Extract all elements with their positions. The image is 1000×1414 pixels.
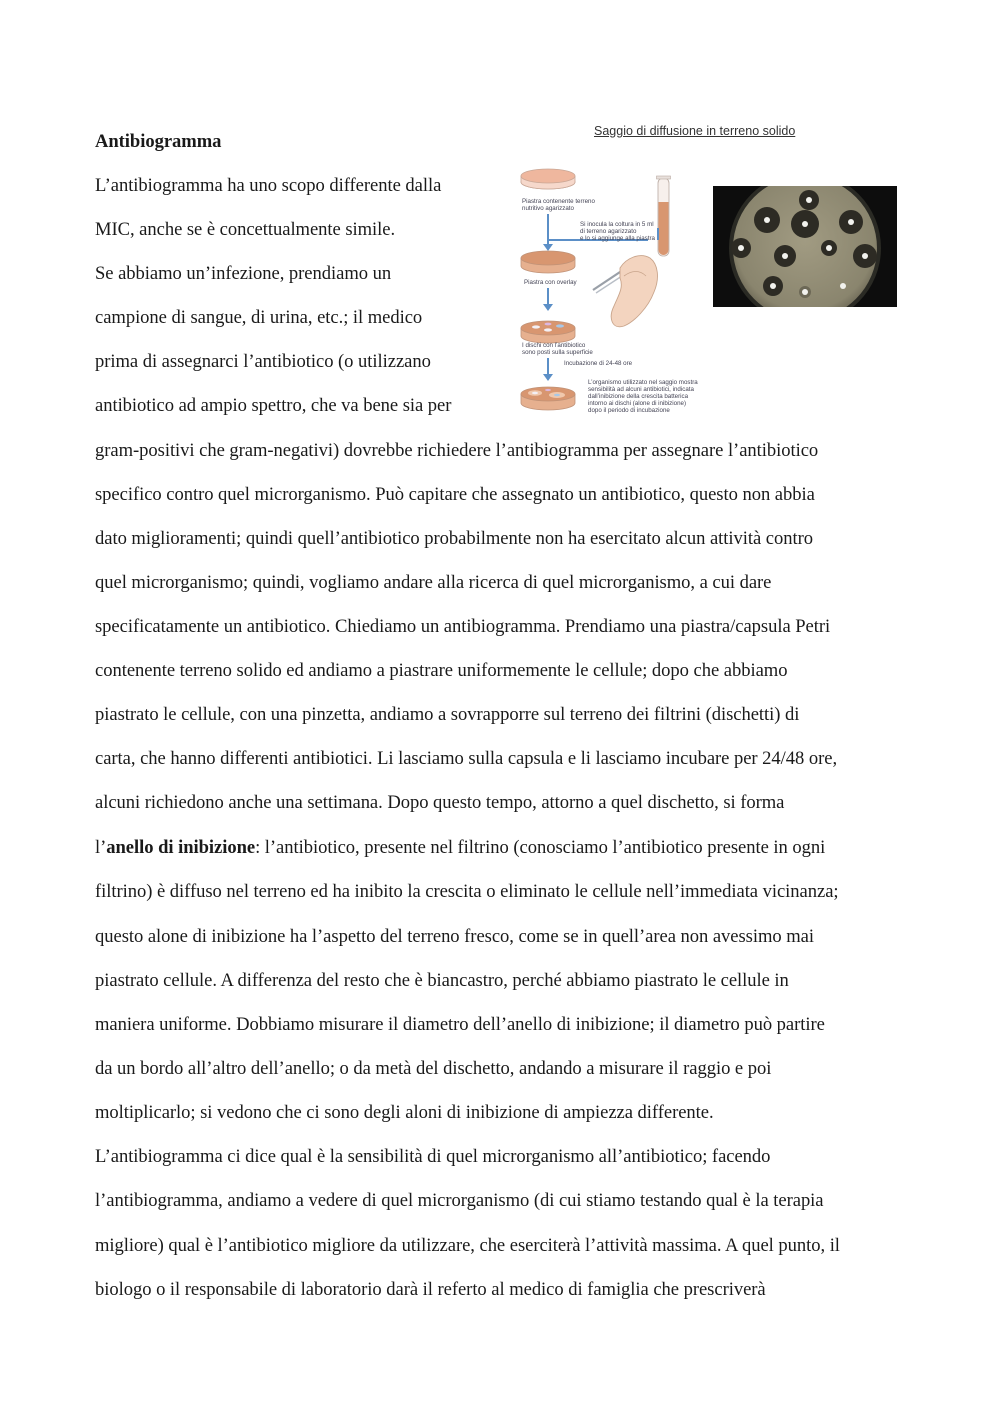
text-prefix: l’ [95, 837, 107, 858]
petri-dish-photo-image [713, 186, 897, 307]
label-overlay: Piastra con overlay [524, 279, 577, 286]
disc-plate-icon [521, 321, 575, 343]
procedure-diagram [508, 118, 713, 423]
text-line: antibiotico ad ampio spettro, che va bene sia per [95, 395, 452, 416]
overlay-plate-icon [521, 251, 575, 273]
arrow-head-icon [543, 244, 553, 251]
text-line: migliore) qual è l’antibiotico migliore da utilizzare, che eserciterà l’attività massima. A quel punto, il [95, 1235, 840, 1256]
text-line: gram-positivi che gram-negativi) dovrebbe richiedere l’antibiogramma per assegnare l’antibiotico [95, 440, 819, 461]
document-title: Antibiogramma [95, 131, 222, 152]
diffusion-assay-figure [508, 118, 903, 423]
text-line: L’antibiogramma ha uno scopo differente dalla [95, 175, 442, 196]
text-line: MIC, anche se è concettualmente simile. [95, 219, 396, 240]
bold-term: anello di inibizione [106, 837, 256, 858]
text-line: quel microrganismo; quindi, vogliamo andare alla ricerca di quel microrganismo, a cui dare [95, 572, 772, 593]
text-line: questo alone di inibizione ha l’aspetto del terreno fresco, come se in quell’area non avessimo mai [95, 926, 814, 947]
test-tube-icon [657, 176, 671, 256]
text-line: Se abbiamo un’infezione, prendiamo un [95, 263, 392, 284]
text-line: maniera uniforme. Dobbiamo misurare il diametro dell’anello di inibizione; il diametro può partire [95, 1014, 825, 1035]
text-line: dato miglioramenti; quindi quell’antibiotico probabilmente non ha esercitato alcun attività contro [95, 528, 813, 549]
label-incubation: Incubazione di 24-48 ore [564, 360, 633, 367]
text-line: specificatamente un antibiotico. Chiediamo un antibiogramma. Prendiamo una piastra/capsula Petri [95, 616, 831, 637]
text-line: campione di sangue, di urina, etc.; il medico [95, 307, 423, 328]
text-line: contenente terreno solido ed andiamo a piastrare uniformemente le cellule; dopo che abbiamo [95, 660, 788, 681]
text-line: piastrato le cellule, con una pinzetta, andiamo a sovrapporre sul terreno dei filtrini (dischetti) di [95, 704, 800, 725]
text-line: L’antibiogramma ci dice qual è la sensibilità di quel microrganismo all’antibiotico; facendo [95, 1146, 771, 1167]
figure-title: Saggio di diffusione in terreno solido [594, 124, 796, 138]
agar-plate-icon [521, 169, 575, 189]
arrow-head-icon [543, 304, 553, 311]
label-inoculate: Si inocula la coltura in 5 ml di terreno agarizzato e lo si aggiunge alla piastra [580, 221, 655, 242]
hand-forceps-icon [593, 256, 657, 327]
petri-dish-photo [713, 186, 897, 307]
arrow-head-icon [543, 374, 553, 381]
text-line: filtrino) è diffuso nel terreno ed ha inibito la crescita o eliminato le cellule nell’immediata vicinanza; [95, 881, 839, 902]
text-line: alcuni richiedono anche una settimana. Dopo questo tempo, attorno a quel dischetto, si forma [95, 792, 785, 813]
text-line: carta, che hanno differenti antibiotici. Li lasciamo sulla capsula e li lasciamo incubare per 24/48 ore, [95, 748, 838, 769]
text-line-with-bold-term [95, 837, 825, 859]
text-line: piastrato cellule. A differenza del resto che è biancastro, perché abbiamo piastrato le cellule in [95, 970, 789, 991]
text-line: da un bordo all’altro dell’anello; o da metà del dischetto, andando a misurare il raggio e poi [95, 1058, 772, 1079]
text-line: biologo o il responsabile di laboratorio darà il referto al medico di famiglia che prescriverà [95, 1279, 766, 1300]
text-suffix: : l’antibiotico, presente nel filtrino (conosciamo l’antibiotico presente in ogni [255, 837, 826, 858]
text-line: specifico contro quel microrganismo. Può capitare che assegnato un antibiotico, questo non abbia [95, 484, 815, 505]
text-line: prima di assegnarci l’antibiotico (o utilizzano [95, 351, 431, 372]
result-plate-icon [521, 387, 575, 410]
text-line: moltiplicarlo; si vedono che ci sono degli aloni di inibizione di ampiezza differente. [95, 1102, 714, 1123]
label-plate: Piastra contenente terreno nutritivo agarizzato [522, 198, 595, 212]
label-discs: I dischi con l’antibiotico sono posti sulla superficie [522, 342, 593, 356]
text-line: l’antibiogramma, andiamo a vedere di quel microrganismo (di cui stiamo testando qual è la terapia [95, 1190, 824, 1211]
label-result: L’organismo utilizzato nel saggio mostra sensibilità ad alcuni antibiotici, indicata dall’inibizione della crescita batterica intorno ai dischi (alone di inibizione) dopo il periodo di incubazione [588, 379, 698, 414]
